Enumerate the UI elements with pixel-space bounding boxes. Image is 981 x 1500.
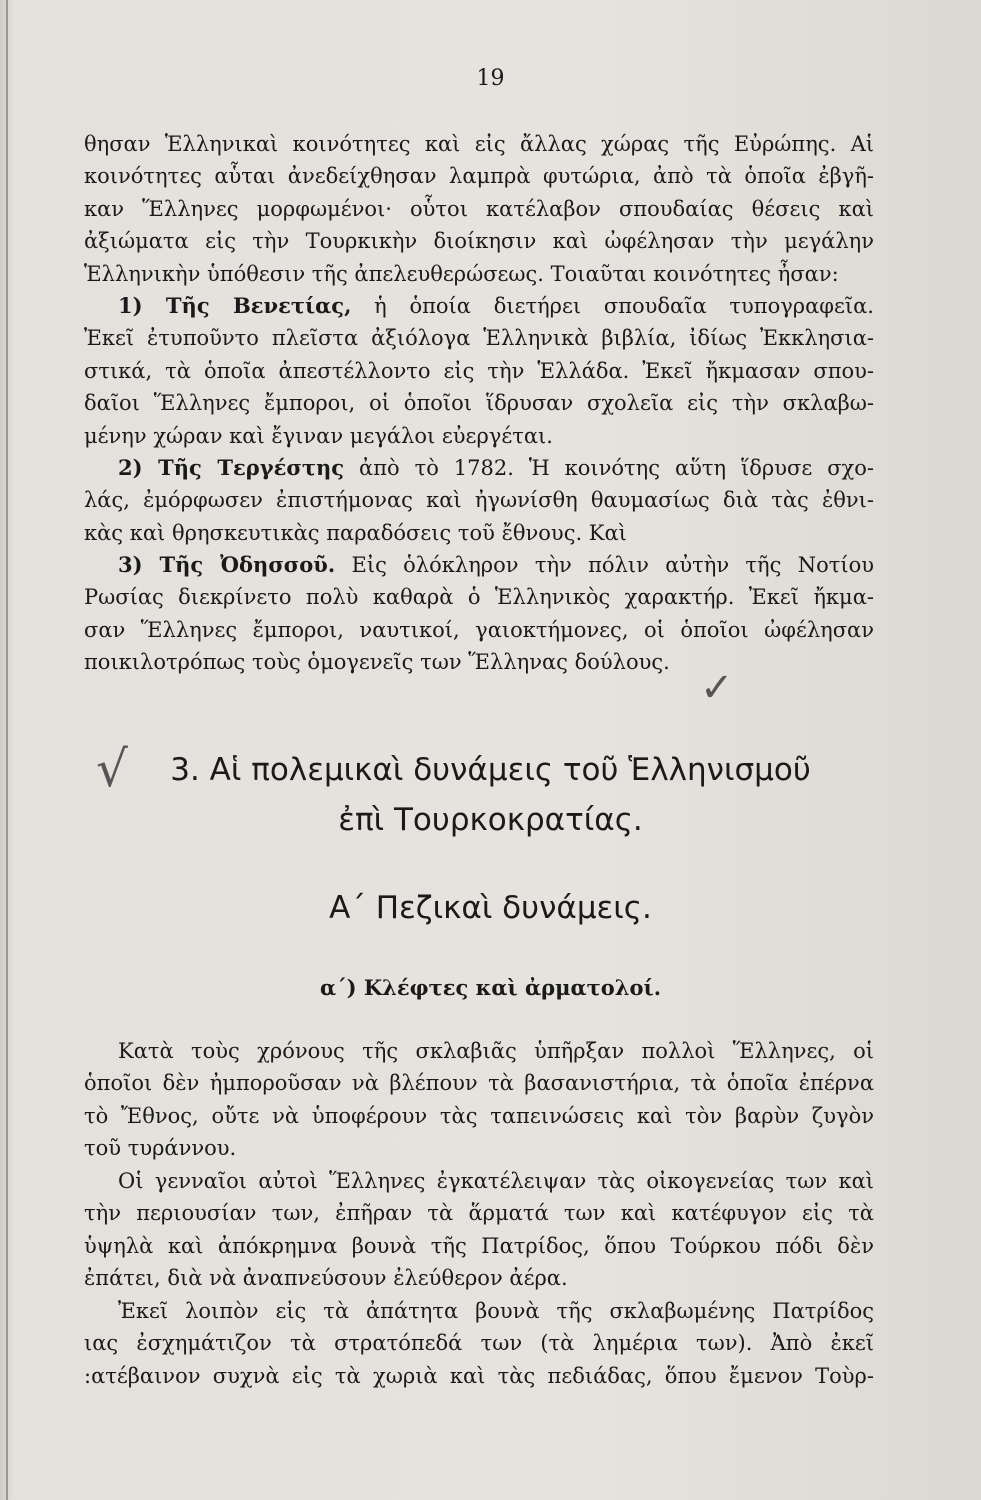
item-label-trieste: 2) Τῆς Τεργέστης — [118, 455, 345, 480]
text-line: Ἐκεῖ λοιπὸν εἰς τὰ ἀπάτητα βουνὰ τῆς σκλαβωμένης Πατρίδος — [118, 1299, 874, 1323]
paragraph-camps — [84, 1295, 874, 1392]
text-line: μένην χώραν καὶ ἔγιναν μεγάλοι εὐεργέται. — [84, 423, 553, 448]
text-line: Οἱ γενναῖοι αὐτοὶ Ἕλληνες ἐγκατέλειψαν τὰς οἰκογενείας των καὶ — [118, 1169, 874, 1193]
text-line: ὁποῖοι δὲν ἠμποροῦσαν νὰ βλέπουν τὰ βασανιστήρια, τὰ ὁποῖα ἐπέρνα — [84, 1071, 874, 1096]
pencil-check-icon: ✓ — [700, 665, 734, 711]
text-line: τοῦ τυράννου. — [84, 1136, 237, 1161]
text-line: σαν Ἕλληνες ἔμποροι, ναυτικοί, γαιοκτήμονες, οἱ ὁποῖοι ὠφέλησαν — [84, 617, 874, 642]
text-line: στικά, τὰ ὁποῖα ἀπεστέλλοντο εἰς τὴν Ἑλλάδα. Ἐκεῖ ἤκμασαν σπου- — [84, 358, 874, 383]
text-line: τὴν περιουσίαν των, ἐπῆραν τὰ ἅρματά των καὶ κατέφυγον εἰς τὰ — [84, 1201, 874, 1226]
text-line: ιας ἐσχημάτιζον τὰ στρατόπεδά των (τὰ λημέρια των). Ἀπὸ ἐκεῖ — [84, 1331, 874, 1356]
text-line: Εἰς ὁλόκληρον τὴν πόλιν αὐτὴν τῆς Νοτίου — [351, 553, 874, 577]
text-line: Ἐκεῖ ἐτυποῦντο πλεῖστα ἀξιόλογα Ἑλληνικὰ βιβλία, ἰδίως Ἐκκλησια- — [84, 326, 874, 351]
text-line: θησαν Ἑλληνικαὶ κοινότητες καὶ εἰς ἄλλας χώρας τῆς Εὐρώπης. Αἱ — [84, 132, 874, 156]
text-line: ὑψηλὰ καὶ ἀπόκρημνα βουνὰ τῆς Πατρίδος, ὅπου Τούρκου πόδι δὲν — [84, 1233, 874, 1258]
page-number: 19 — [476, 66, 505, 91]
text-line: ποικιλοτρόπως τοὺς ὁμογενεῖς των Ἕλληνας δούλους. — [84, 650, 670, 675]
text-line: ἐπάτει, διὰ νὰ ἀναπνεύσουν ἐλεύθερον ἀέρα. — [84, 1266, 568, 1291]
section-subsubtitle: α΄) Κλέφτες καὶ ἀρματολοί. — [319, 975, 661, 1000]
text-line: καν Ἕλληνες μορφωμένοι· οὗτοι κατέλαβον σπουδαίας θέσεις καὶ — [84, 196, 874, 221]
text-line: ἡ ὁποία διετήρει σπουδαῖα τυπογραφεῖα. — [374, 294, 874, 318]
text-line: ἀπὸ τὸ 1782. Ἡ κοινότης αὕτη ἵδρυσε σχο- — [359, 456, 874, 480]
text-line: Κατὰ τοὺς χρόνους τῆς σκλαβιᾶς ὑπῆρξαν πολλοὶ Ἕλληνες, οἱ — [118, 1039, 874, 1063]
paragraph-communities — [84, 128, 874, 290]
item-label-venice: 1) Τῆς Βενετίας, — [118, 293, 352, 318]
text-line: κὰς καὶ θρησκευτικὰς παραδόσεις τοῦ ἔθνους. Καὶ — [84, 520, 627, 545]
section-title: 3. Αἱ πολεμικαὶ δυνάμεις τοῦ Ἑλληνισμοῦ — [170, 752, 811, 788]
section-subtitle: Α΄ Πεζικαὶ δυνάμεις. — [329, 890, 652, 926]
text-line: δαῖοι Ἕλληνες ἔμποροι, οἱ ὁποῖοι ἵδρυσαν σχολεῖα εἰς τὴν σκλαβω- — [84, 391, 874, 416]
text-line: Ἑλληνικὴν ὑπόθεσιν τῆς ἀπελευθερώσεως. Τοιαῦται κοινότητες ἦσαν: — [84, 261, 839, 286]
text-line: ἀξιώματα εἰς τὴν Τουρκικὴν διοίκησιν καὶ ὠφέλησαν τὴν μεγάλην — [84, 229, 874, 254]
text-line: τὸ Ἔθνος, οὔτε νὰ ὑποφέρουν τὰς ταπεινώσεις καὶ τὸν βαρὺν ζυγὸν — [84, 1103, 874, 1128]
text-line: Ρωσίας διεκρίνετο πολὺ καθαρὰ ὁ Ἑλληνικὸς χαρακτήρ. Ἐκεῖ ἤκμα- — [84, 585, 874, 610]
paragraph-slavery — [84, 1035, 874, 1165]
section-title-continued: ἐπὶ Τουρκοκρατίας. — [338, 802, 643, 838]
paragraph-mountains — [84, 1165, 874, 1295]
item-venice — [84, 290, 874, 452]
text-line: :ατέβαινον συχνὰ εἰς τὰ χωριὰ καὶ τὰς πεδιάδας, ὅπου ἔμενον Τοὺρ- — [84, 1363, 874, 1388]
pencil-check-icon: √ — [96, 740, 128, 798]
item-odessa — [84, 549, 874, 679]
text-line: κοινότητες αὗται ἀνεδείχθησαν λαμπρὰ φυτώρια, ἀπὸ τὰ ὁποῖα ἐβγῆ- — [84, 164, 874, 189]
item-label-odessa: 3) Τῆς Ὀδησσοῦ. — [118, 552, 336, 577]
item-trieste — [84, 452, 874, 549]
text-line: λάς, ἐμόρφωσεν ἐπιστήμονας καὶ ἠγωνίσθη θαυμασίως διὰ τὰς ἐθνι- — [84, 488, 874, 513]
page-binding-edge — [6, 0, 8, 1500]
